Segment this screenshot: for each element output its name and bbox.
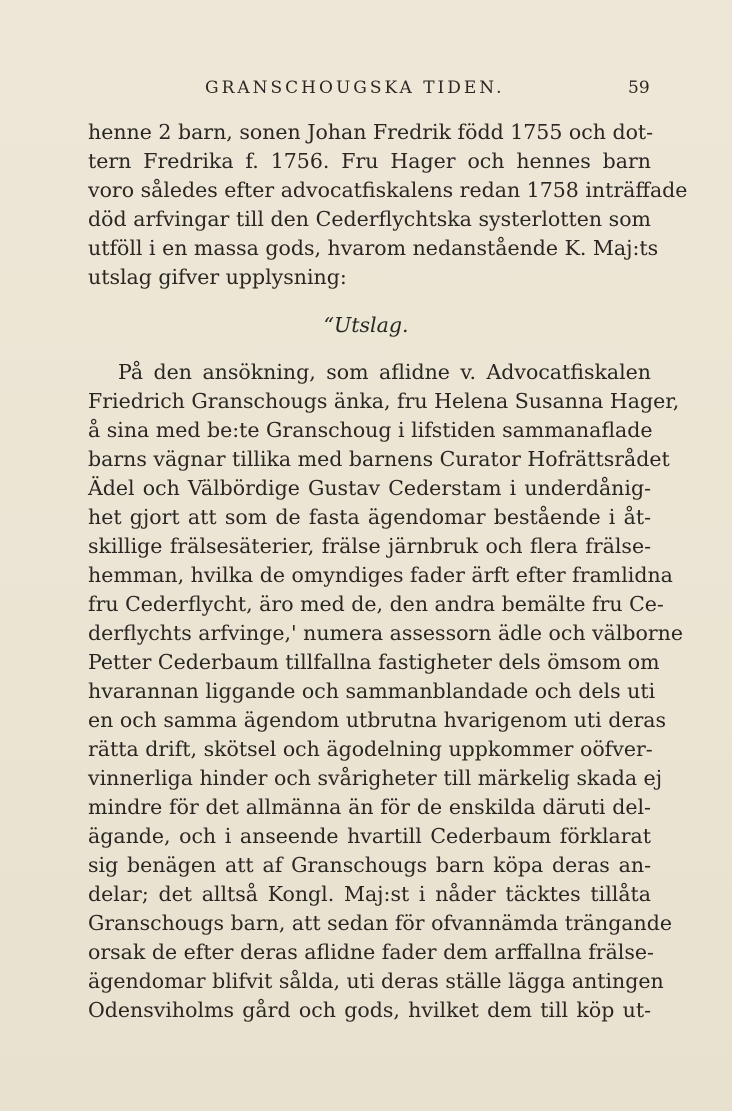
section-heading: “Utslag.	[323, 313, 409, 337]
text-line: vinnerliga hinder och svårigheter till märkelig skada ej	[88, 766, 663, 790]
text-line: voro således efter advocatfiskalens redan 1758 inträffade	[88, 178, 688, 202]
text-line: utslag gifver upplysning:	[88, 265, 347, 289]
running-title: GRANSCHOUGSKA TIDEN.	[205, 78, 505, 98]
text-line: skillige frälsesäterier, frälse järnbruk och flera frälse-	[88, 534, 651, 558]
text-line: hemman, hvilka de omyndiges fader ärft efter framlidna	[88, 563, 673, 587]
text-line: Odensviholms gård och gods, hvilket dem till köp ut-	[88, 998, 651, 1022]
text-line: delar; det alltså Kongl. Maj:st i nåder täcktes tillåta	[88, 882, 651, 906]
text-line: derflychts arfvinge,' numera assessorn ädle och välborne	[88, 621, 684, 645]
text-line: henne 2 barn, sonen Johan Fredrik född 1755 och dot-	[88, 120, 654, 144]
text-line: fru Cederflycht, äro med de, den andra bemälte fru Ce-	[88, 592, 664, 616]
text-line: Friedrich Granschougs änka, fru Helena Susanna Hager,	[88, 389, 680, 413]
text-line: Petter Cederbaum tillfallna fastigheter dels ömsom om	[88, 650, 660, 674]
text-line: het gjort att som de fasta ägendomar bestående i åt-	[88, 505, 651, 529]
text-line: utföll i en massa gods, hvarom nedanstående K. Maj:ts	[88, 236, 659, 260]
text-line: Ädel och Välbördige Gustav Cederstam i underdånig-	[88, 476, 651, 500]
text-line: ägendomar blifvit sålda, uti deras ställe lägga antingen	[88, 969, 664, 993]
text-line: död arfvingar till den Cederflychtska systerlotten som	[88, 207, 651, 231]
text-line: barns vägnar tillika med barnens Curator Hofrättsrådet	[88, 447, 670, 471]
text-line: mindre för det allmänna än för de enskilda däruti del-	[88, 795, 651, 819]
page-number: 59	[628, 78, 650, 98]
text-line: hvarannan liggande och sammanblandade och dels uti	[88, 679, 656, 703]
text-line: sig benägen att af Granschougs barn köpa deras an-	[88, 853, 651, 877]
text-line: orsak de efter deras aflidne fader dem arffallna frälse-	[88, 940, 654, 964]
text-line: På den ansökning, som aflidne v. Advocatfiskalen	[118, 360, 651, 384]
text-line: rätta drift, skötsel och ägodelning uppkommer oöfver-	[88, 737, 653, 761]
text-line: ägande, och i anseende hvartill Cederbaum förklarat	[88, 824, 651, 848]
text-line: en och samma ägendom utbrutna hvarigenom uti deras	[88, 708, 667, 732]
text-line: Granschougs barn, att sedan för ofvannämda trängande	[88, 911, 672, 935]
text-line: tern Fredrika f. 1756. Fru Hager och hennes barn	[88, 149, 651, 173]
text-line: å sina med be:te Granschoug i lifstiden sammanaflade	[88, 418, 653, 442]
